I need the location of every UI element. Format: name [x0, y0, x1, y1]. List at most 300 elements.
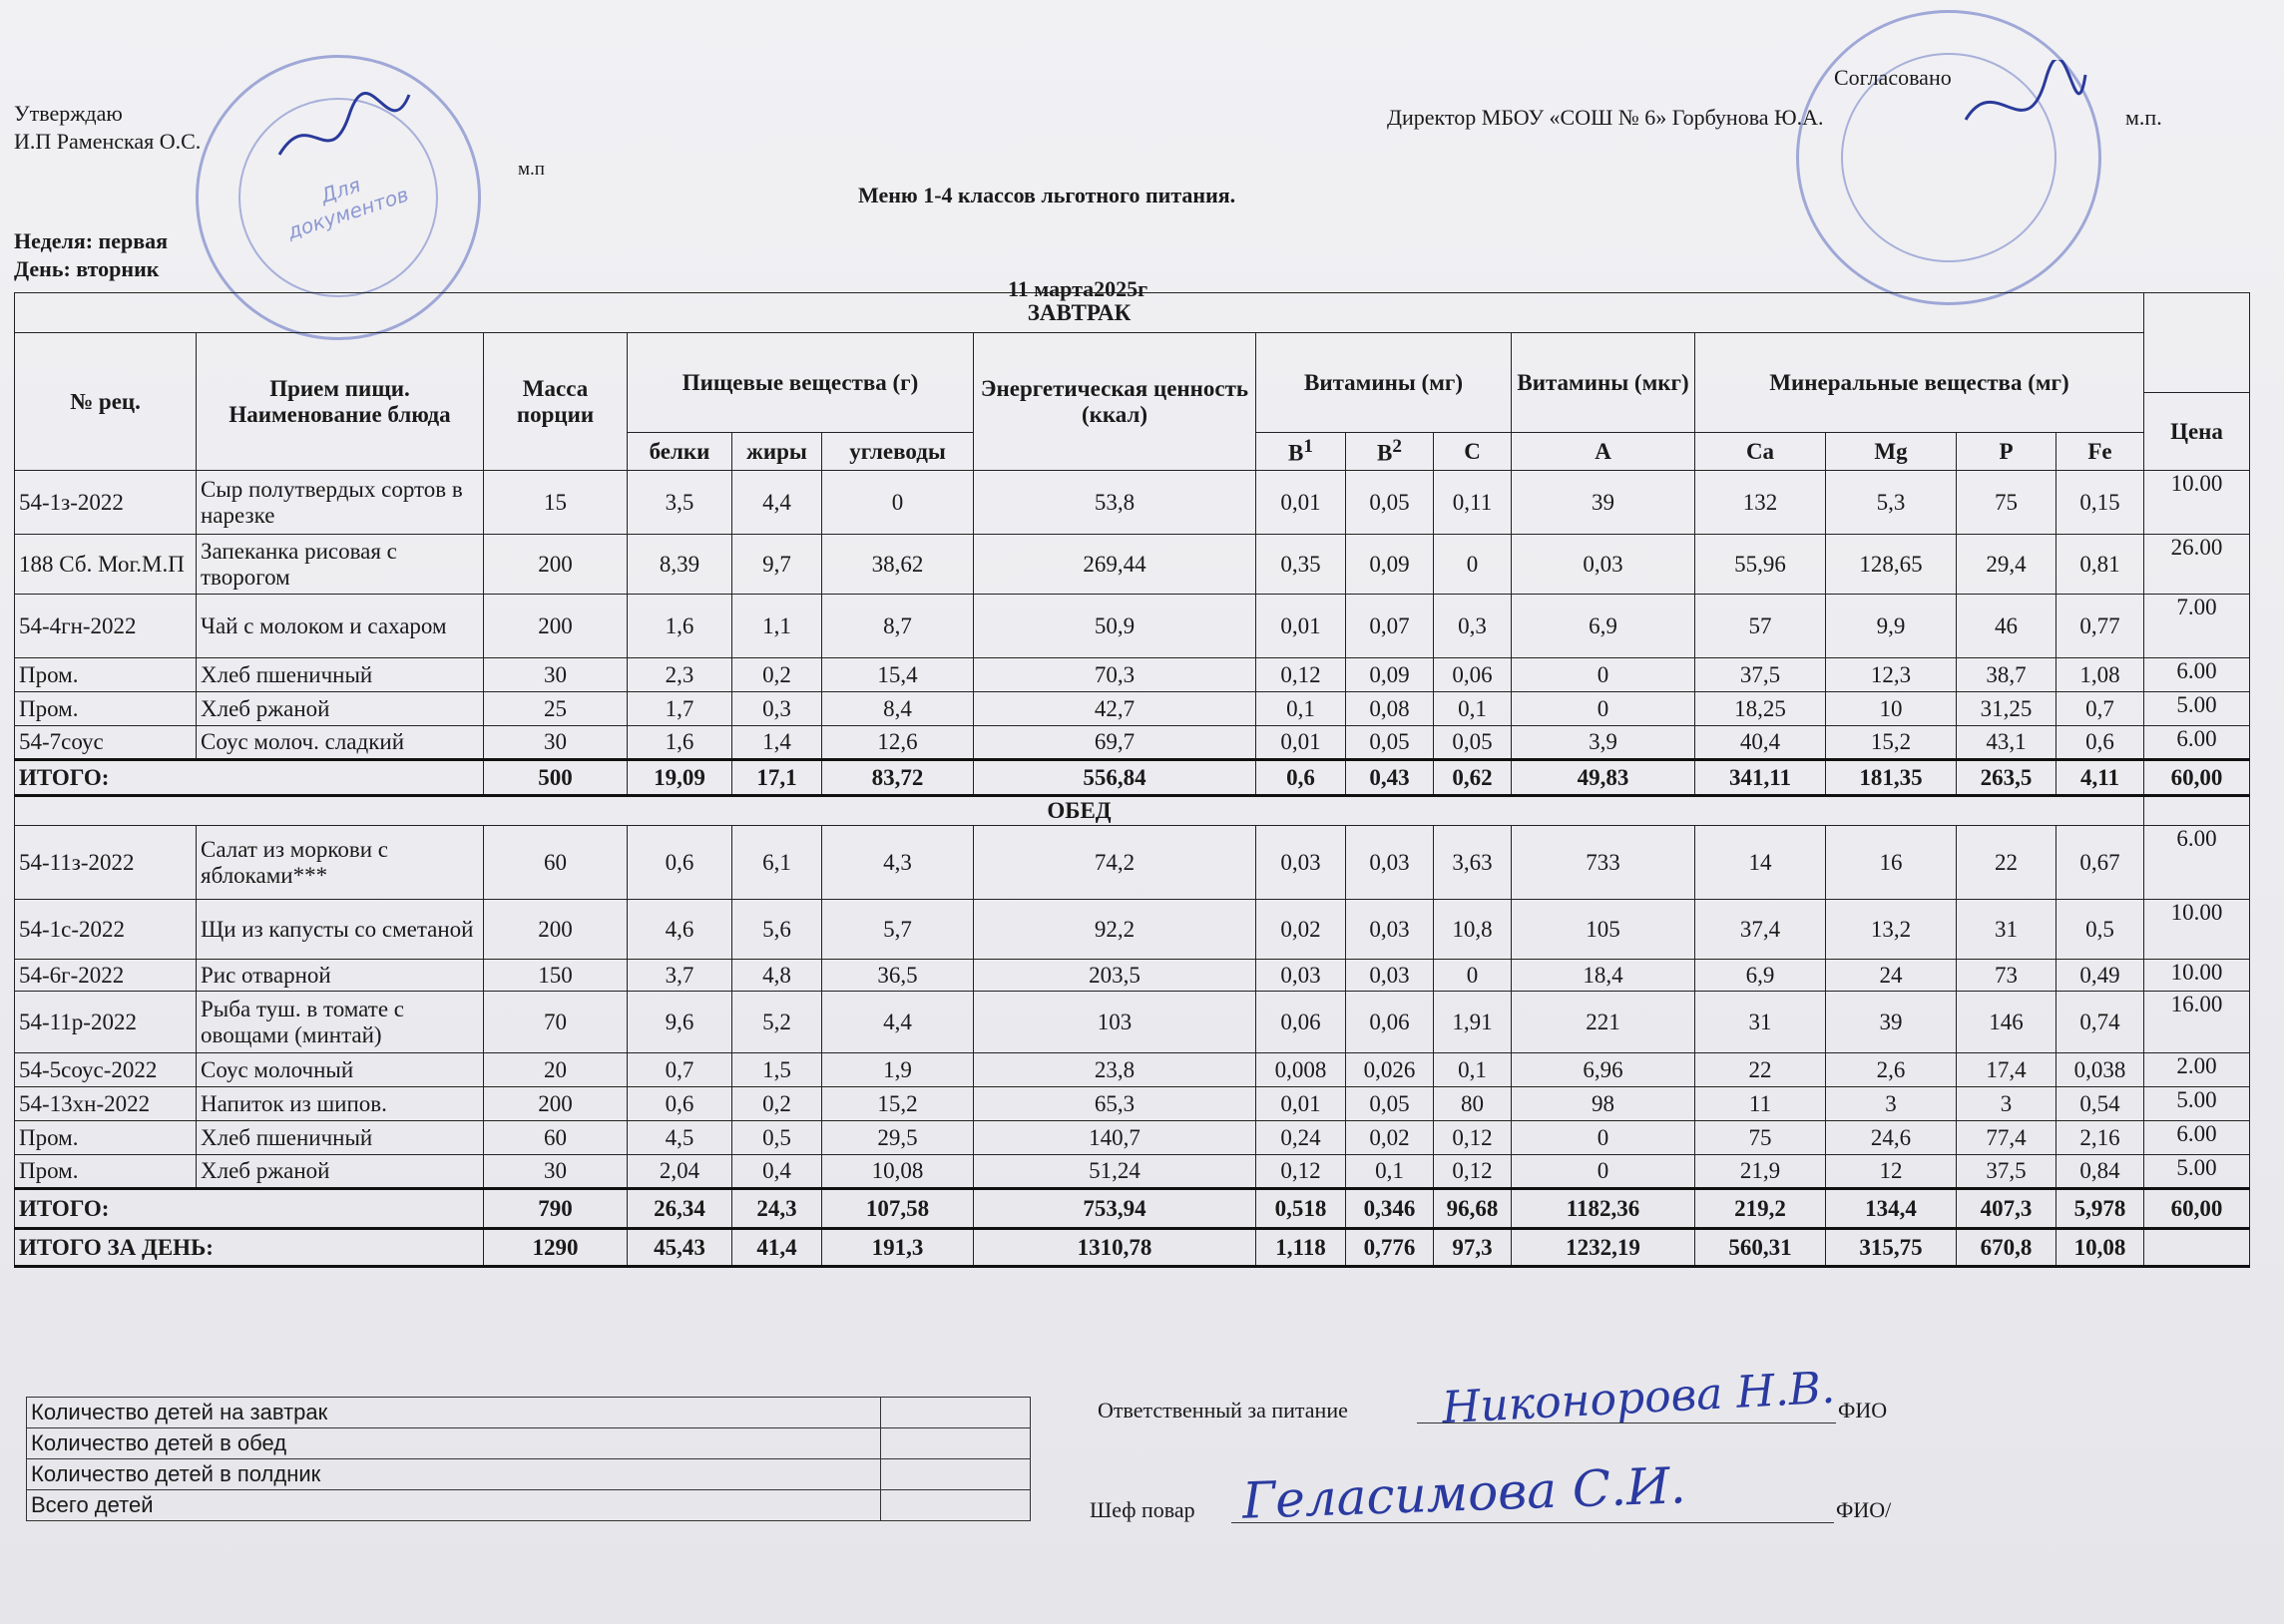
c-value: 0,12 [1434, 1121, 1512, 1155]
price-value: 26.00 [2144, 535, 2250, 595]
c-value: 10,8 [1434, 900, 1512, 960]
b2-value: 0,05 [1346, 1087, 1434, 1121]
protein-value: 1,7 [628, 692, 732, 726]
mg-value: 2,6 [1826, 1053, 1957, 1087]
price-value: 16.00 [2144, 992, 2250, 1053]
recipe-number: 54-1з-2022 [15, 471, 197, 535]
fe-value: 0,5 [2056, 900, 2144, 960]
p-value: 37,5 [1957, 1155, 2056, 1189]
total-b1: 0,518 [1256, 1189, 1346, 1229]
total-ca: 560,31 [1695, 1229, 1826, 1267]
a-value: 0 [1512, 692, 1695, 726]
table-row [15, 726, 2250, 760]
dish-name: Щи из капусты со сметаной [197, 900, 484, 960]
total-fat: 24,3 [732, 1189, 822, 1229]
kids-total-value [881, 1490, 1031, 1521]
col-b2-header: $B^2$ [1346, 433, 1434, 471]
recipe-number: 54-7соус [15, 726, 197, 760]
protein-value: 1,6 [628, 595, 732, 658]
chef-signature: Геласимова С.И. [1241, 1456, 1687, 1530]
a-value: 0 [1512, 658, 1695, 692]
ca-value: 37,5 [1695, 658, 1826, 692]
energy-value: 42,7 [974, 692, 1256, 726]
ca-value: 6,9 [1695, 960, 1826, 992]
mg-value: 5,3 [1826, 471, 1957, 535]
b2-value: 0,03 [1346, 900, 1434, 960]
total-fe: 4,11 [2056, 760, 2144, 796]
total-energy: 556,84 [974, 760, 1256, 796]
col-fat-header: жиры [732, 433, 822, 471]
protein-value: 0,6 [628, 1087, 732, 1121]
c-value: 0 [1434, 960, 1512, 992]
ca-value: 31 [1695, 992, 1826, 1053]
c-value: 0,1 [1434, 1053, 1512, 1087]
fe-value: 0,67 [2056, 826, 2144, 900]
total-mass: 790 [484, 1189, 628, 1229]
total-a: 1232,19 [1512, 1229, 1695, 1267]
fat-value: 0,2 [732, 1087, 822, 1121]
total-c: 97,3 [1434, 1229, 1512, 1267]
total-price: 60,00 [2144, 1189, 2250, 1229]
total-fat: 17,1 [732, 760, 822, 796]
carbs-value: 36,5 [822, 960, 974, 992]
c-value: 1,91 [1434, 992, 1512, 1053]
protein-value: 4,5 [628, 1121, 732, 1155]
carbs-value: 10,08 [822, 1155, 974, 1189]
ca-value: 11 [1695, 1087, 1826, 1121]
fe-value: 0,74 [2056, 992, 2144, 1053]
p-value: 146 [1957, 992, 2056, 1053]
dish-name: Чай с молоком и сахаром [197, 595, 484, 658]
energy-value: 53,8 [974, 471, 1256, 535]
fe-value: 0,77 [2056, 595, 2144, 658]
total-b1: 0,6 [1256, 760, 1346, 796]
b1-value: 0,02 [1256, 900, 1346, 960]
fat-value: 5,6 [732, 900, 822, 960]
mass-value: 15 [484, 471, 628, 535]
price-value: 7.00 [2144, 595, 2250, 658]
dish-name: Хлеб пшеничный [197, 1121, 484, 1155]
ca-value: 37,4 [1695, 900, 1826, 960]
c-value: 0,12 [1434, 1155, 1512, 1189]
a-value: 18,4 [1512, 960, 1695, 992]
kids-breakfast-label: Количество детей на завтрак [27, 1398, 881, 1428]
dish-name: Хлеб пшеничный [197, 658, 484, 692]
mass-value: 200 [484, 1087, 628, 1121]
carbs-value: 4,4 [822, 992, 974, 1053]
b1-value: 0,1 [1256, 692, 1346, 726]
dish-name: Салат из моркови с яблоками*** [197, 826, 484, 900]
mass-value: 25 [484, 692, 628, 726]
signature-left [269, 85, 419, 175]
dish-name: Соус молоч. сладкий [197, 726, 484, 760]
lunch-section-title: ОБЕД [15, 796, 2144, 826]
dish-name: Сыр полутвердых сортов в нарезке [197, 471, 484, 535]
mp-right: м.п. [2125, 105, 2162, 130]
price-value: 6.00 [2144, 726, 2250, 760]
table-row [15, 471, 2250, 535]
page-title: Меню 1-4 классов льготного питания. [858, 183, 1236, 207]
approve-name: И.П Раменская О.С. [14, 129, 202, 154]
total-carbs: 107,58 [822, 1189, 974, 1229]
fe-value: 0,84 [2056, 1155, 2144, 1189]
ca-value: 14 [1695, 826, 1826, 900]
price-value: 5.00 [2144, 1155, 2250, 1189]
protein-value: 2,04 [628, 1155, 732, 1189]
director-line: Директор МБОУ «СОШ № 6» Горбунова Ю.А. [1387, 105, 1824, 130]
total-protein: 45,43 [628, 1229, 732, 1267]
c-value: 0,1 [1434, 692, 1512, 726]
recipe-number: Пром. [15, 658, 197, 692]
fio-label-2: ФИО/ [1836, 1497, 1892, 1522]
col-nutrients-header: Пищевые вещества (г) [628, 333, 974, 433]
a-value: 0 [1512, 1155, 1695, 1189]
col-c-header: C [1434, 433, 1512, 471]
mg-value: 10 [1826, 692, 1957, 726]
recipe-number: 54-11з-2022 [15, 826, 197, 900]
fat-value: 1,5 [732, 1053, 822, 1087]
mass-value: 20 [484, 1053, 628, 1087]
dish-name: Соус молочный [197, 1053, 484, 1087]
protein-value: 4,6 [628, 900, 732, 960]
total-fe: 5,978 [2056, 1189, 2144, 1229]
b1-value: 0,06 [1256, 992, 1346, 1053]
carbs-value: 5,7 [822, 900, 974, 960]
total-a: 1182,36 [1512, 1189, 1695, 1229]
breakfast-rows [15, 471, 2250, 760]
p-value: 22 [1957, 826, 2056, 900]
table-row [15, 960, 2250, 992]
energy-value: 51,24 [974, 1155, 1256, 1189]
recipe-number: 54-5соус-2022 [15, 1053, 197, 1087]
a-value: 221 [1512, 992, 1695, 1053]
col-energy-header: Энергетическая ценность (ккал) [974, 333, 1256, 471]
table-row [15, 535, 2250, 595]
a-value: 105 [1512, 900, 1695, 960]
carbs-value: 38,62 [822, 535, 974, 595]
lunch-rows [15, 826, 2250, 1189]
p-value: 31 [1957, 900, 2056, 960]
price-value: 6.00 [2144, 826, 2250, 900]
table-row [15, 658, 2250, 692]
kids-count-table [26, 1397, 1031, 1521]
mass-value: 30 [484, 1155, 628, 1189]
breakfast-total-row [15, 760, 2250, 796]
protein-value: 9,6 [628, 992, 732, 1053]
energy-value: 140,7 [974, 1121, 1256, 1155]
fat-value: 4,8 [732, 960, 822, 992]
ca-value: 55,96 [1695, 535, 1826, 595]
p-value: 31,25 [1957, 692, 2056, 726]
b1-value: 0,24 [1256, 1121, 1346, 1155]
mass-value: 150 [484, 960, 628, 992]
total-label: ИТОГО: [15, 760, 484, 796]
mg-value: 128,65 [1826, 535, 1957, 595]
p-value: 3 [1957, 1087, 2056, 1121]
total-energy: 1310,78 [974, 1229, 1256, 1267]
ca-value: 57 [1695, 595, 1826, 658]
col-num-header: № рец. [15, 333, 197, 471]
carbs-value: 8,4 [822, 692, 974, 726]
fat-value: 6,1 [732, 826, 822, 900]
recipe-number: 54-4гн-2022 [15, 595, 197, 658]
total-label: ИТОГО: [15, 1189, 484, 1229]
mg-value: 24 [1826, 960, 1957, 992]
kids-total-label: Всего детей [27, 1490, 881, 1521]
total-carbs: 191,3 [822, 1229, 974, 1267]
b2-value: 0,03 [1346, 960, 1434, 992]
b1-value: 0,12 [1256, 658, 1346, 692]
fat-value: 1,4 [732, 726, 822, 760]
table-row [15, 826, 2250, 900]
table-row [15, 692, 2250, 726]
total-fat: 41,4 [732, 1229, 822, 1267]
c-value: 3,63 [1434, 826, 1512, 900]
ca-value: 75 [1695, 1121, 1826, 1155]
total-fe: 10,08 [2056, 1229, 2144, 1267]
protein-value: 1,6 [628, 726, 732, 760]
mg-value: 16 [1826, 826, 1957, 900]
day-label: День: вторник [14, 256, 160, 281]
mg-value: 13,2 [1826, 900, 1957, 960]
b2-value: 0,09 [1346, 535, 1434, 595]
carbs-value: 1,9 [822, 1053, 974, 1087]
fe-value: 2,16 [2056, 1121, 2144, 1155]
mp-left: м.п [518, 159, 545, 180]
col-mg-header: Mg [1826, 433, 1957, 471]
fe-value: 0,54 [2056, 1087, 2144, 1121]
recipe-number: Пром. [15, 692, 197, 726]
total-b2: 0,776 [1346, 1229, 1434, 1267]
p-value: 73 [1957, 960, 2056, 992]
recipe-number: 54-6г-2022 [15, 960, 197, 992]
total-b2: 0,346 [1346, 1189, 1434, 1229]
price-value: 10.00 [2144, 960, 2250, 992]
kids-snack-label: Количество детей в полдник [27, 1459, 881, 1490]
col-carbs-header: углеводы [822, 433, 974, 471]
b2-value: 0,05 [1346, 471, 1434, 535]
col-vitmg-header: Витамины (мг) [1256, 333, 1512, 433]
b1-value: 0,01 [1256, 726, 1346, 760]
total-energy: 753,94 [974, 1189, 1256, 1229]
table-row [15, 1087, 2250, 1121]
total-protein: 19,09 [628, 760, 732, 796]
col-vitmkg-header: Витамины (мкг) [1512, 333, 1695, 433]
lunch-total-row [15, 1189, 2250, 1229]
total-p: 407,3 [1957, 1189, 2056, 1229]
breakfast-section-title: ЗАВТРАК [15, 293, 2144, 333]
a-value: 98 [1512, 1087, 1695, 1121]
fat-value: 4,4 [732, 471, 822, 535]
carbs-value: 15,4 [822, 658, 974, 692]
day-total-row [15, 1229, 2250, 1267]
b2-value: 0,06 [1346, 992, 1434, 1053]
kids-snack-value [881, 1459, 1031, 1490]
fe-value: 0,6 [2056, 726, 2144, 760]
col-a-header: A [1512, 433, 1695, 471]
price-value: 6.00 [2144, 1121, 2250, 1155]
recipe-number: Пром. [15, 1155, 197, 1189]
fat-value: 0,2 [732, 658, 822, 692]
dish-name: Рыба туш. в томате с овощами (минтай) [197, 992, 484, 1053]
kids-lunch-label: Количество детей в обед [27, 1428, 881, 1459]
b2-value: 0,09 [1346, 658, 1434, 692]
b2-value: 0,07 [1346, 595, 1434, 658]
fio-label-1: ФИО [1838, 1398, 1888, 1422]
chef-label: Шеф повар [1090, 1497, 1195, 1522]
total-protein: 26,34 [628, 1189, 732, 1229]
c-value: 0,05 [1434, 726, 1512, 760]
total-ca: 219,2 [1695, 1189, 1826, 1229]
protein-value: 0,6 [628, 826, 732, 900]
b2-value: 0,02 [1346, 1121, 1434, 1155]
c-value: 80 [1434, 1087, 1512, 1121]
total-b2: 0,43 [1346, 760, 1434, 796]
fe-value: 0,49 [2056, 960, 2144, 992]
col-fe-header: Fe [2056, 433, 2144, 471]
fat-value: 1,1 [732, 595, 822, 658]
recipe-number: Пром. [15, 1121, 197, 1155]
dish-name: Рис отварной [197, 960, 484, 992]
energy-value: 92,2 [974, 900, 1256, 960]
price-value: 5.00 [2144, 692, 2250, 726]
col-p-header: P [1957, 433, 2056, 471]
p-value: 29,4 [1957, 535, 2056, 595]
ca-value: 18,25 [1695, 692, 1826, 726]
ca-value: 22 [1695, 1053, 1826, 1087]
price-value: 5.00 [2144, 1087, 2250, 1121]
total-a: 49,83 [1512, 760, 1695, 796]
price-value: 2.00 [2144, 1053, 2250, 1087]
b2-value: 0,05 [1346, 726, 1434, 760]
carbs-value: 4,3 [822, 826, 974, 900]
table-row [15, 1121, 2250, 1155]
p-value: 38,7 [1957, 658, 2056, 692]
dish-name: Напиток из шипов. [197, 1087, 484, 1121]
total-label: ИТОГО ЗА ДЕНЬ: [15, 1229, 484, 1267]
total-c: 96,68 [1434, 1189, 1512, 1229]
c-value: 0,3 [1434, 595, 1512, 658]
a-value: 39 [1512, 471, 1695, 535]
price-header-spacer [2144, 293, 2250, 393]
total-p: 263,5 [1957, 760, 2056, 796]
mg-value: 12,3 [1826, 658, 1957, 692]
b1-value: 0,01 [1256, 471, 1346, 535]
b1-value: 0,35 [1256, 535, 1346, 595]
mg-value: 9,9 [1826, 595, 1957, 658]
fe-value: 0,81 [2056, 535, 2144, 595]
protein-value: 3,7 [628, 960, 732, 992]
approve-label: Утверждаю [14, 101, 123, 126]
protein-value: 8,39 [628, 535, 732, 595]
c-value: 0,11 [1434, 471, 1512, 535]
price-value: 6.00 [2144, 658, 2250, 692]
energy-value: 203,5 [974, 960, 1256, 992]
table-row [15, 992, 2250, 1053]
energy-value: 70,3 [974, 658, 1256, 692]
total-carbs: 83,72 [822, 760, 974, 796]
a-value: 0,03 [1512, 535, 1695, 595]
b2-value: 0,026 [1346, 1053, 1434, 1087]
energy-value: 74,2 [974, 826, 1256, 900]
fat-value: 0,5 [732, 1121, 822, 1155]
recipe-number: 188 Сб. Мог.М.П [15, 535, 197, 595]
col-mass-header: Масса порции [484, 333, 628, 471]
table-row [15, 900, 2250, 960]
mass-value: 200 [484, 595, 628, 658]
ca-value: 40,4 [1695, 726, 1826, 760]
total-mass: 500 [484, 760, 628, 796]
carbs-value: 8,7 [822, 595, 974, 658]
carbs-value: 0 [822, 471, 974, 535]
menu-table [14, 292, 2250, 1268]
fat-value: 0,4 [732, 1155, 822, 1189]
p-value: 75 [1957, 471, 2056, 535]
p-value: 43,1 [1957, 726, 2056, 760]
mass-value: 30 [484, 726, 628, 760]
fe-value: 0,15 [2056, 471, 2144, 535]
total-mass: 1290 [484, 1229, 628, 1267]
total-ca: 341,11 [1695, 760, 1826, 796]
total-c: 0,62 [1434, 760, 1512, 796]
c-value: 0 [1434, 535, 1512, 595]
mass-value: 200 [484, 900, 628, 960]
fe-value: 0,038 [2056, 1053, 2144, 1087]
b2-value: 0,08 [1346, 692, 1434, 726]
ca-value: 132 [1695, 471, 1826, 535]
energy-value: 50,9 [974, 595, 1256, 658]
col-minerals-header: Минеральные вещества (мг) [1695, 333, 2144, 433]
b1-value: 0,03 [1256, 960, 1346, 992]
fat-value: 5,2 [732, 992, 822, 1053]
table-row [15, 1155, 2250, 1189]
b1-value: 0,12 [1256, 1155, 1346, 1189]
b2-value: 0,1 [1346, 1155, 1434, 1189]
dish-name: Хлеб ржаной [197, 1155, 484, 1189]
b1-value: 0,01 [1256, 1087, 1346, 1121]
recipe-number: 54-1с-2022 [15, 900, 197, 960]
carbs-value: 12,6 [822, 726, 974, 760]
p-value: 17,4 [1957, 1053, 2056, 1087]
a-value: 733 [1512, 826, 1695, 900]
protein-value: 3,5 [628, 471, 732, 535]
mass-value: 60 [484, 826, 628, 900]
ca-value: 21,9 [1695, 1155, 1826, 1189]
protein-value: 0,7 [628, 1053, 732, 1087]
fat-value: 0,3 [732, 692, 822, 726]
week-label: Неделя: первая [14, 228, 169, 253]
total-mg: 181,35 [1826, 760, 1957, 796]
a-value: 3,9 [1512, 726, 1695, 760]
mg-value: 24,6 [1826, 1121, 1957, 1155]
fat-value: 9,7 [732, 535, 822, 595]
b1-value: 0,03 [1256, 826, 1346, 900]
table-row [15, 1053, 2250, 1087]
responsible-signature: Никонорова Н.В. [1440, 1362, 1837, 1434]
total-price [2144, 1229, 2250, 1267]
mg-value: 15,2 [1826, 726, 1957, 760]
mass-value: 60 [484, 1121, 628, 1155]
date-label: 11 марта2025г [1008, 276, 1148, 301]
recipe-number: 54-13хн-2022 [15, 1087, 197, 1121]
col-ca-header: Ca [1695, 433, 1826, 471]
total-mg: 315,75 [1826, 1229, 1957, 1267]
kids-breakfast-value [881, 1398, 1031, 1428]
table-row [15, 595, 2250, 658]
price-value: 10.00 [2144, 471, 2250, 535]
b2-value: 0,03 [1346, 826, 1434, 900]
agreed-label: Согласовано [1834, 65, 1952, 90]
